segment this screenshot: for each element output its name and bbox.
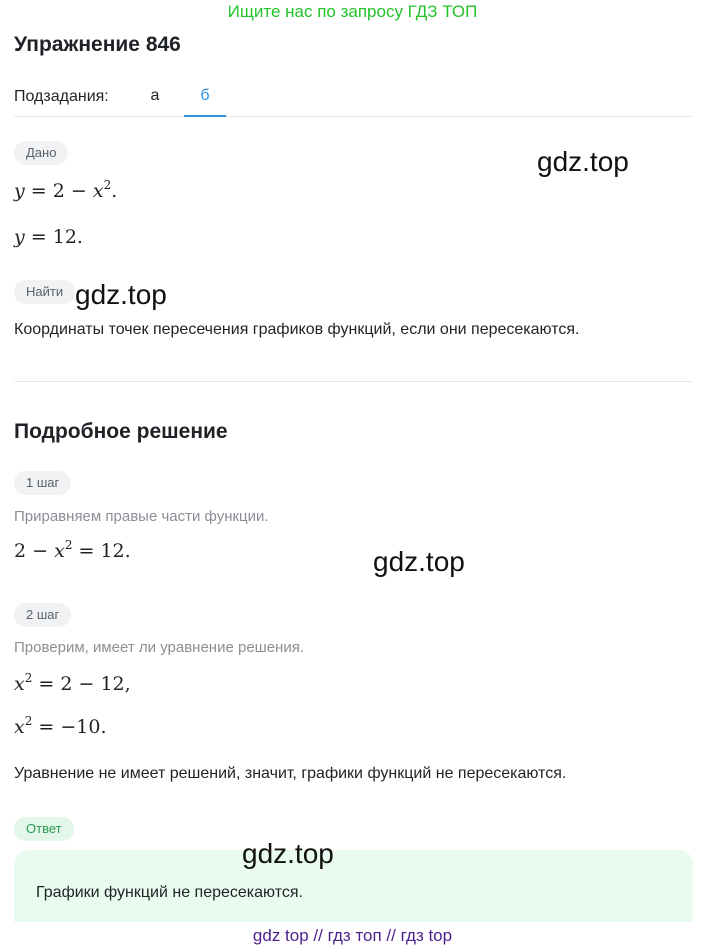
given-formula-1: $y = 2 - x^2$.	[14, 178, 118, 202]
subtasks-bar	[14, 86, 692, 117]
given-formula-2: y = 12.	[14, 226, 83, 248]
step-2-conclusion: Уравнение не имеет решений, значит, графики функций не пересекаются.	[14, 765, 567, 782]
watermark: gdz.top	[242, 838, 334, 869]
find-badge: Найти	[14, 280, 75, 304]
step-2-formula-1: $x^2 = 2 - 12$,	[14, 671, 131, 695]
answer-badge: Ответ	[14, 817, 74, 841]
step-1-hint: Приравняем правые части функции.	[14, 508, 269, 525]
answer-box	[14, 850, 693, 922]
step-2-hint: Проверим, имеет ли уравнение решения.	[14, 639, 304, 656]
watermark: gdz.top	[537, 146, 629, 177]
section-divider	[14, 381, 692, 382]
watermark: gdz.top	[373, 546, 465, 577]
watermark: gdz.top	[75, 279, 167, 310]
tab-b[interactable]: б	[184, 86, 226, 117]
subtasks-label: Подзадания:	[14, 88, 109, 105]
given-badge: Дано	[14, 141, 68, 165]
page-title: Упражнение 846	[14, 33, 181, 56]
step-2-badge: 2 шаг	[14, 603, 71, 627]
tab-a[interactable]: а	[150, 87, 160, 104]
find-text: Координаты точек пересечения графиков функций, если они пересекаются.	[14, 321, 580, 338]
answer-text: Графики функций не пересекаются.	[36, 884, 303, 901]
step-2-formula-2: $x^2 = -10$.	[14, 714, 107, 738]
footer-watermark: gdz top // гдз топ // гдз top	[252, 926, 453, 945]
solution-heading: Подробное решение	[14, 420, 228, 443]
step-1-formula: $2 - x^2 = 12$.	[14, 538, 131, 562]
step-1-badge: 1 шаг	[14, 471, 71, 495]
promo-banner: Ищите нас по запросу ГДЗ ТОП	[227, 2, 478, 21]
